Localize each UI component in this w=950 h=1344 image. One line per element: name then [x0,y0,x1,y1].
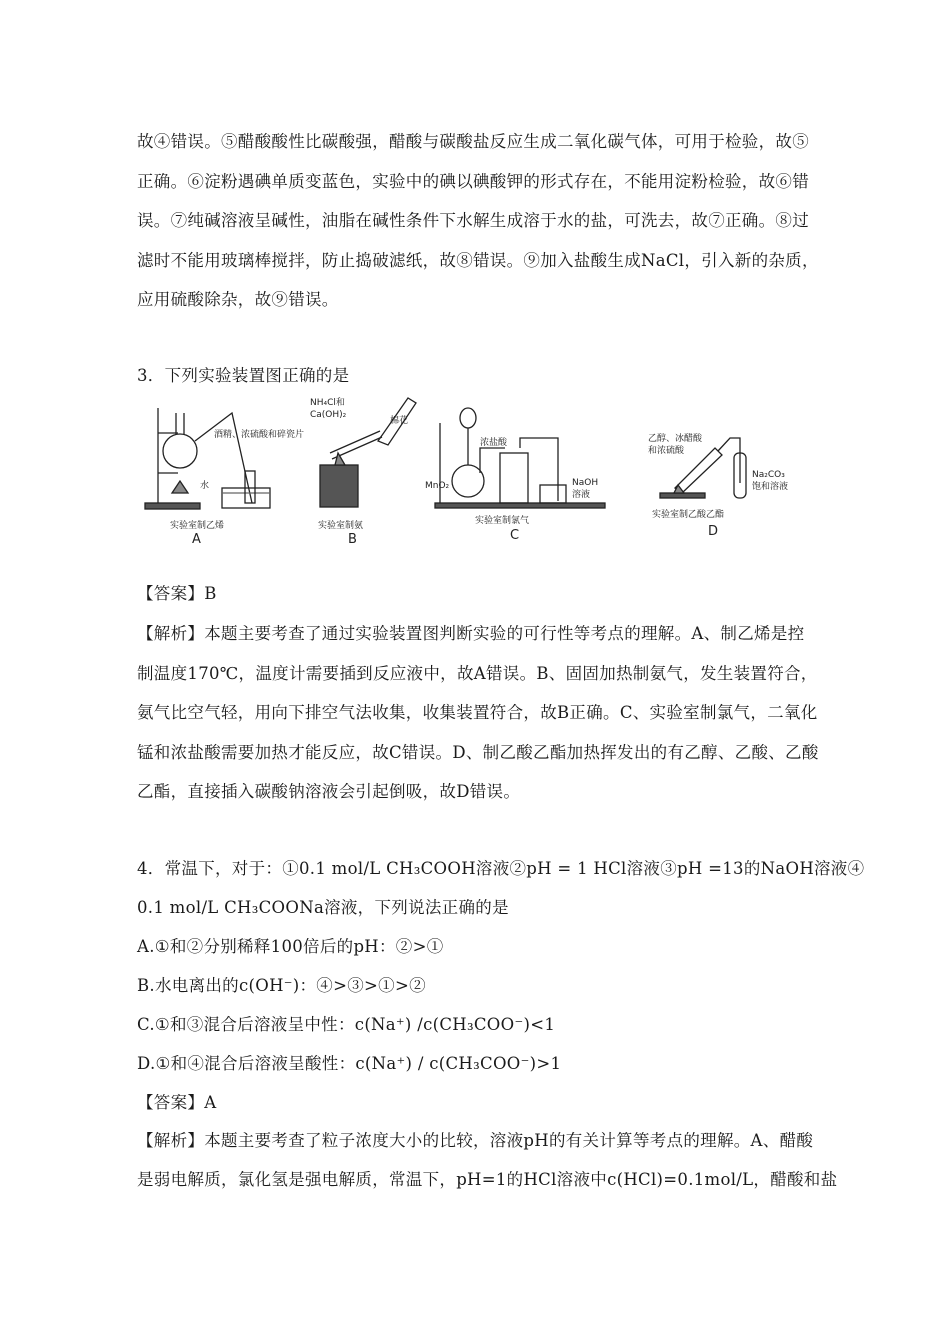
d-reagent-label-2: 和浓硫酸 [648,446,685,456]
d-reagent-label-1: 乙醇、冰醋酸 [648,434,703,444]
b-letter: B [348,532,357,547]
question-4-stem: 0.1 mol/L CH₃COONa溶液，下列说法正确的是 [137,898,509,917]
c-mno2-label: MnO₂ [425,481,450,491]
question-3-stem: 3．下列实验装置图正确的是 [137,366,350,385]
option-b: B.水电离出的c(OH⁻)：④>③>①>② [137,976,426,995]
c-hcl-label: 浓盐酸 [480,438,508,448]
d-na2co3-label-2: 饱和溶液 [752,482,789,492]
question-3-answer: 【答案】B [137,584,217,603]
b-caption: 实验室制氨 [318,521,364,531]
text-line: 应用硫酸除杂，故⑨错误。 [137,290,339,309]
option-a: A.①和②分别稀释100倍后的pH：②>① [137,937,444,956]
a-letter: A [192,532,201,547]
analysis-line: 【解析】本题主要考查了通过实验装置图判断实验的可行性等考点的理解。A、制乙烯是控 [137,624,805,643]
option-c: C.①和③混合后溶液呈中性：c(Na⁺) /c(CH₃COO⁻)<1 [137,1015,556,1034]
analysis-line: 制温度170℃，温度计需要插到反应液中，故A错误。B、固固加热制氨气，发生装置符合， [137,664,818,683]
d-na2co3-label-1: Na₂CO₃ [752,470,785,480]
c-caption: 实验室制氯气 [475,516,530,526]
text-line: 正确。⑥淀粉遇碘单质变蓝色，实验中的碘以碘酸钾的形式存在，不能用淀粉检验，故⑥错 [137,172,809,191]
analysis-line: 锰和浓盐酸需要加热才能反应，故C错误。D、制乙酸乙酯加热挥发出的有乙醇、乙酸、乙酸 [137,743,819,762]
question-4-stem: 4．常温下，对于：①0.1 mol/L CH₃COOH溶液②pH = 1 HCl溶液③pH =13的NaOH溶液④ [137,859,865,878]
analysis-line: 是弱电解质，氯化氢是强电解质，常温下，pH=1的HCl溶液中c(HCl)=0.1mol/L，醋酸和盐 [137,1170,838,1189]
analysis-line: 氨气比空气轻，用向下排空气法收集，收集装置符合，故B正确。C、实验室制氯气，二氧化 [137,703,818,722]
c-naoh-label-2: 溶液 [572,490,591,500]
d-caption: 实验室制乙酸乙酯 [652,510,725,520]
text-line: 误。⑦纯碱溶液呈碱性，油脂在碱性条件下水解生成溶于水的盐，可洗去，故⑦正确。⑧过 [137,211,809,230]
a-reagent-label: 酒精、浓硫酸和碎瓷片 [214,430,305,440]
b-reagent-label-1: NH₄Cl和 [310,398,345,408]
c-naoh-label-1: NaOH [572,478,599,488]
text-line: 滤时不能用玻璃棒搅拌，防止捣破滤纸，故⑧错误。⑨加入盐酸生成NaCl，引入新的杂质， [137,251,819,270]
apparatus-figure [140,393,800,553]
a-water-label: 水 [200,481,210,491]
c-letter: C [510,528,520,543]
option-d: D.①和④混合后溶液呈酸性：c(Na⁺) / c(CH₃COO⁻)>1 [137,1054,562,1073]
b-cotton-label: 棉花 [390,416,409,426]
d-letter: D [708,524,719,539]
b-reagent-label-2: Ca(OH)₂ [310,410,347,420]
text-line: 故④错误。⑤醋酸酸性比碳酸强，醋酸与碳酸盐反应生成二氧化碳气体，可用于检验，故⑤ [137,132,809,151]
a-caption: 实验室制乙烯 [170,521,225,531]
analysis-line: 【解析】本题主要考查了粒子浓度大小的比较，溶液pH的有关计算等考点的理解。A、醋酸 [137,1131,814,1150]
question-4-answer: 【答案】A [137,1093,217,1112]
apparatus-a [145,408,270,509]
analysis-line: 乙酯，直接插入碳酸钠溶液会引起倒吸，故D错误。 [137,782,521,801]
